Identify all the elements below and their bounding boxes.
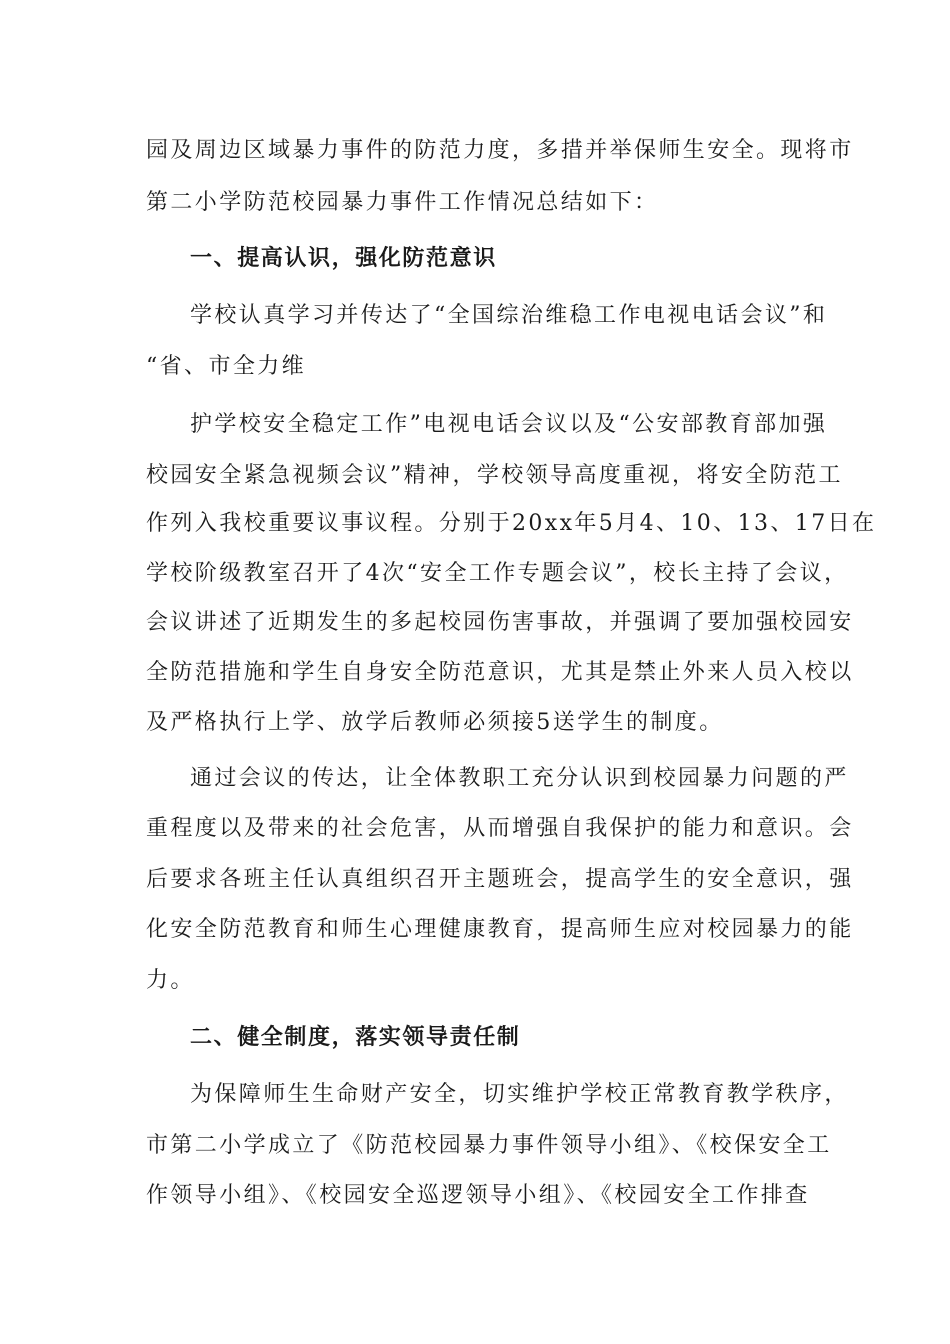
body-text-line: 学校认真学习并传达了“全国综治维稳工作电视电话会议”和	[190, 303, 828, 328]
body-text-line: 为保障师生生命财产安全，切实维护学校正常教育教学秩序，	[190, 1082, 849, 1107]
body-text-line: 市第二小学成立了《防范校园暴力事件领导小组》、《校保安全工	[146, 1133, 832, 1158]
body-text-line: 作领导小组》、《校园安全巡逻领导小组》、《校园安全工作排查	[146, 1183, 810, 1208]
body-text-line: 重程度以及带来的社会危害，从而增强自我保护的能力和意识。会	[146, 816, 854, 841]
body-text-line: 园及周边区域暴力事件的防范力度，多措并举保师生安全。现将市	[146, 138, 854, 163]
body-text-line: 后要求各班主任认真组织召开主题班会，提高学生的安全意识，强	[146, 867, 854, 892]
body-text-line: 作列入我校重要议事议程。分别于20xx年5月4、10、13、17日在	[146, 511, 877, 536]
body-text-line: 全防范措施和学生自身安全防范意识，尤其是禁止外来人员入校以	[146, 660, 854, 685]
body-text-line: 第二小学防范校园暴力事件工作情况总结如下：	[146, 190, 659, 215]
body-text-line: 学校阶级教室召开了4次“安全工作专题会议”，校长主持了会议，	[146, 561, 849, 586]
body-text-line: 力。	[146, 968, 195, 993]
body-text-line: 及严格执行上学、放学后教师必须接5送学生的制度。	[146, 710, 724, 735]
body-text-line: 护学校安全稳定工作”电视电话会议以及“公安部教育部加强	[190, 412, 828, 437]
body-text-line: “省、市全力维	[146, 354, 307, 379]
body-text-line: 会议讲述了近期发生的多起校园伤害事故，并强调了要加强校园安	[146, 610, 854, 635]
body-text-line: 化安全防范教育和师生心理健康教育，提高师生应对校园暴力的能	[146, 917, 854, 942]
section-heading-1: 一、提高认识，强化防范意识	[190, 245, 497, 271]
body-text-line: 通过会议的传达，让全体教职工充分认识到校园暴力问题的严	[190, 766, 849, 791]
section-heading-2: 二、健全制度，落实领导责任制	[190, 1024, 521, 1050]
body-text-line: 校园安全紧急视频会议”精神，学校领导高度重视，将安全防范工	[146, 463, 843, 488]
